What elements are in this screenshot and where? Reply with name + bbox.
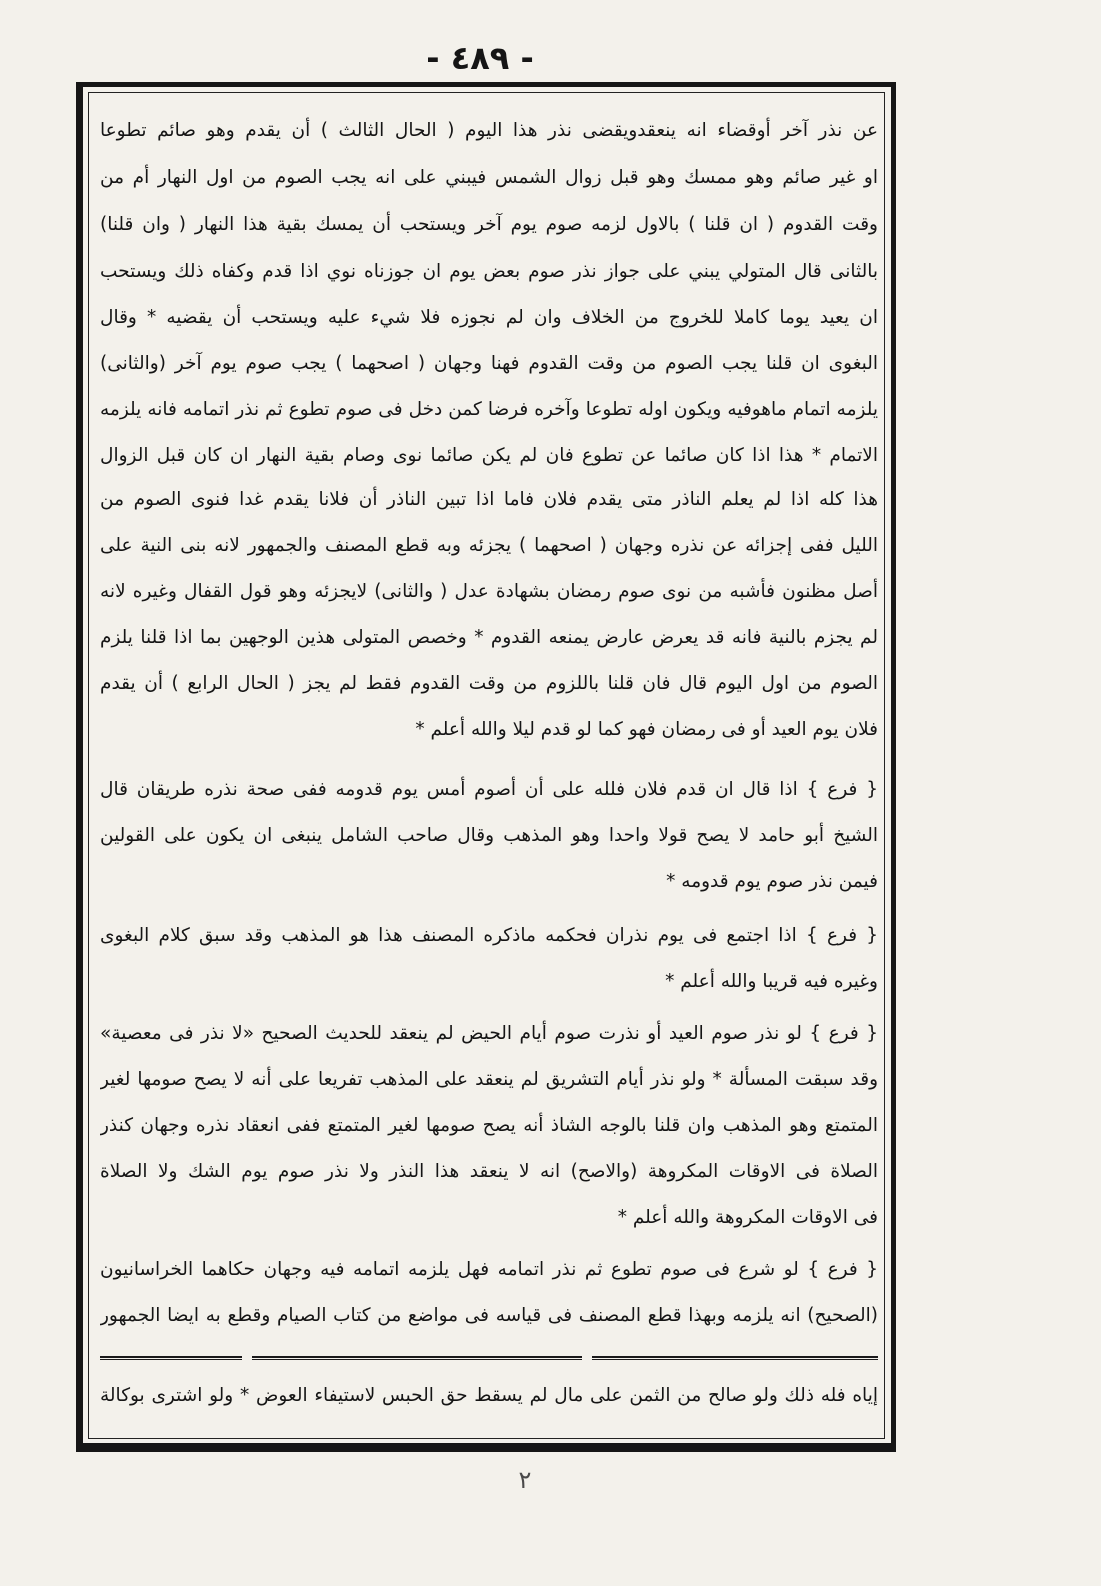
- footnote-line: إياه فله ذلك ولو صالح من الثمن على مال لم يسقط حق الحبس لاستيفاء العوض * ولو اشترى بوكالة: [100, 1385, 878, 1406]
- body-line: وقد سبقت المسألة * ولو نذر أيام التشريق لم ينعقد على المذهب تفريعا على أنه لا يصح صومها لغير: [100, 1069, 878, 1090]
- body-line: المتمتع وهو المذهب وان قلنا بالوجه الشاذ أنه يصح صومها لغير المتمتع ففى انعقاد نذره وجهان كنذر: [100, 1115, 878, 1136]
- body-line: البغوى ان قلنا يجب الصوم من وقت القدوم فهنا وجهان ( اصحهما ) يجب صوم يوم آخر (والثانى): [100, 353, 878, 374]
- body-line: الاتمام * هذا اذا كان صائما عن تطوع فان لم يكن صائما نوى وصام بقية النهار ان كان قبل الزوال: [100, 445, 878, 466]
- body-line: ان يعيد يوما كاملا للخروج من الخلاف وان لم نجوزه فلا شيء عليه ويستحب أن يقضيه * وقال: [100, 307, 878, 328]
- body-line: { فرع } اذا اجتمع فى يوم نذران فحكمه ماذكره المصنف هذا هو المذهب وقد سبق كلام البغوى: [100, 925, 878, 946]
- body-line: يلزمه اتمام ماهوفيه ويكون اوله تطوعا وآخره فرضا كمن دخل فى صوم تطوع ثم نذر اتمامه فانه يلزمه: [100, 399, 878, 420]
- body-line: الشيخ أبو حامد لا يصح قولا واحدا وهو المذهب وقال صاحب الشامل ينبغى ان يكون على القولين: [100, 825, 878, 846]
- body-line: أصل مظنون فأشبه من نوى صوم رمضان بشهادة عدل ( والثانى) لايجزئه وهو قول القفال وغيره لانه: [100, 581, 878, 602]
- body-line: (الصحيح) انه يلزمه وبهذا قطع المصنف فى قياسه فى مواضع من كتاب الصيام وقطع به ايضا الجمهور: [100, 1305, 878, 1326]
- body-line: وقت القدوم ( ان قلنا ) بالاول لزمه صوم يوم آخر ويستحب أن يمسك بقية هذا النهار ( وان قلنا): [100, 214, 878, 235]
- body-line: فيمن نذر صوم يوم قدومه *: [666, 871, 878, 892]
- body-line: { فرع } لو شرع فى صوم تطوع ثم نذر اتمامه فهل يلزمه اتمامه فيه وجهان حكاهما الخراسانيون: [100, 1259, 878, 1280]
- footnote-separator-segment: [592, 1356, 878, 1360]
- body-line: لم يجزم بالنية فانه قد يعرض عارض يمنعه القدوم * وخصص المتولى هذين الوجهين بما اذا قلنا يلزم: [100, 627, 878, 648]
- body-line: وغيره فيه قريبا والله أعلم *: [665, 971, 878, 992]
- page-number: - ٤٨٩ -: [426, 39, 534, 77]
- body-line: عن نذر آخر أوقضاء انه ينعقدويقضى نذر هذا اليوم ( الحال الثالث ) أن يقدم وهو صائم تطوعا: [100, 120, 878, 141]
- footnote-separator-segment: [252, 1356, 582, 1360]
- body-line: { فرع } اذا قال ان قدم فلان فلله على أن أصوم أمس يوم قدومه ففى صحة نذره طريقان قال: [100, 779, 878, 800]
- body-line: هذا كله اذا لم يعلم الناذر متى يقدم فلان فاما اذا تبين الناذر أن فلانا يقدم غدا فنوى الصوم من: [100, 489, 878, 510]
- body-line: الصلاة فى الاوقات المكروهة (والاصح) انه لا ينعقد هذا النذر ولا نذر صوم يوم الشك ولا الصلاة: [100, 1161, 878, 1182]
- body-line: فلان يوم العيد أو فى رمضان فهو كما لو قدم ليلا والله أعلم *: [415, 719, 878, 740]
- body-line: الصوم من اول اليوم قال فان قلنا باللزوم من وقت القدوم فقط لم يجز ( الحال الرابع ) أن يقدم: [100, 673, 878, 694]
- footnote-separator-segment: [100, 1356, 242, 1360]
- body-line: الليل ففى إجزائه عن نذره وجهان ( اصحهما ) يجزئه وبه قطع المصنف والجمهور لانه بنى النية على: [100, 535, 878, 556]
- body-line: { فرع } لو نذر صوم العيد أو نذرت صوم أيام الحيض لم ينعقد للحديث الصحيح «لا نذر فى معصية»: [100, 1023, 878, 1044]
- bottom-signature-mark: ٢: [518, 1466, 532, 1494]
- body-line: بالثانى قال المتولي يبني على جواز نذر صوم بعض يوم ان جوزناه نوي اذا قدم وكفاه ذلك ويستحب: [100, 261, 878, 282]
- body-line: او غير صائم وهو ممسك وهو قبل زوال الشمس فيبني على انه يجب الصوم من اول النهار أم من: [100, 167, 878, 188]
- body-line: فى الاوقات المكروهة والله أعلم *: [617, 1207, 878, 1228]
